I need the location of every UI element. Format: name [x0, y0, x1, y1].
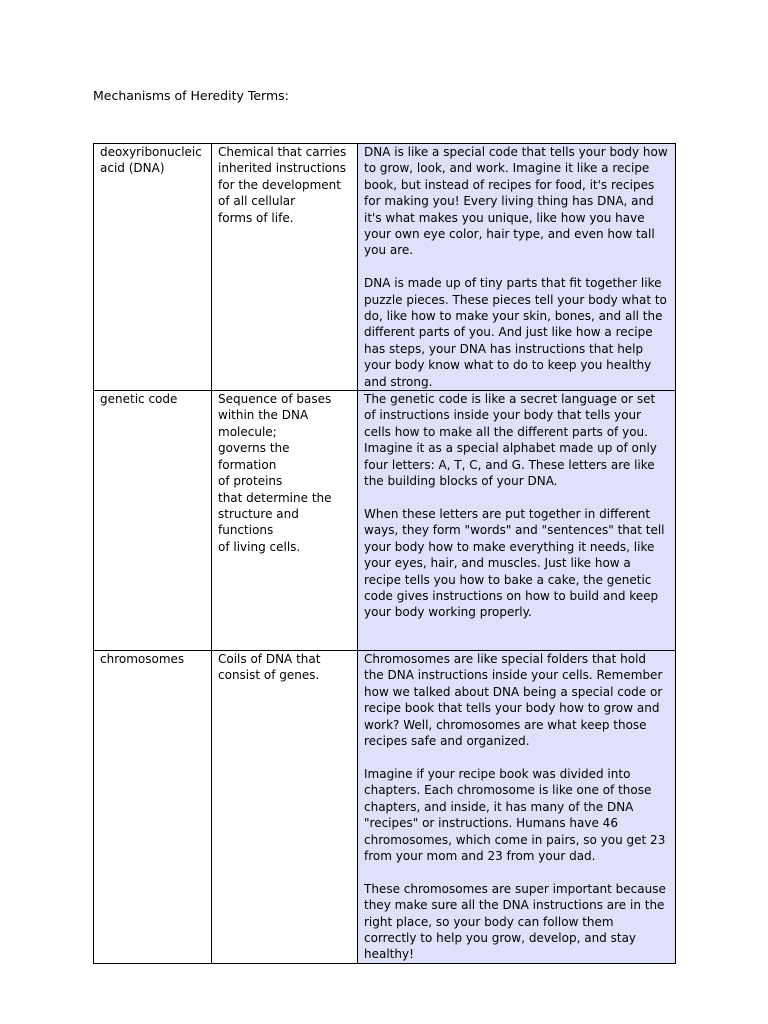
explanation-cell: [358, 391, 676, 651]
definition-cell: Chemical that carries inherited instructions for the development of all cellular forms of life.: [212, 144, 358, 391]
explanation-paragraph: When these letters are put together in different ways, they form "words" and "sentences" that tell your body how to make everything it needs, like your eyes, hair, and muscles. Just like how a recipe tells you how to bake a cake, the genetic code gives instructions on how to build and keep your body working properly.: [364, 506, 665, 620]
definition-cell: Coils of DNA that consist of genes.: [212, 651, 358, 964]
explanation-paragraph: Chromosomes are like special folders that hold the DNA instructions inside your cells. Remember how we talked about DNA being a special code or recipe book that tells your body how to grow and work? Well, chromosomes are what keep those recipes safe and organized.: [364, 652, 663, 749]
term-cell: deoxyribonucleic acid (DNA): [94, 144, 212, 391]
terms-table: [93, 143, 676, 964]
explanation-paragraph: Imagine if your recipe book was divided into chapters. Each chromosome is like one of those chapters, and inside, it has many of the DNA "recipes" or instructions. Humans have 46 chromosomes, which come in pairs, so you get 23 from your mom and 23 from your dad.: [364, 766, 666, 863]
term-cell: genetic code: [94, 391, 212, 651]
table-row: [94, 144, 676, 391]
table-row: [94, 391, 676, 651]
explanation-cell: [358, 144, 676, 391]
table-row: [94, 651, 676, 964]
explanation-paragraph: DNA is like a special code that tells your body how to grow, look, and work. Imagine it like a recipe book, but instead of recipes for food, it's recipes for making you! Every living thing has DNA, and it's what makes you unique, like how you have your own eye color, hair type, and even how tall you are.: [364, 145, 668, 258]
explanation-paragraph: DNA is made up of tiny parts that fit together like puzzle pieces. These pieces tell your body what to do, like how to make your skin, bones, and all the different parts of you. And just like how a recipe has steps, your DNA has instructions that help your body know what to do to keep you healthy and strong.: [364, 276, 667, 389]
definition-cell: Sequence of bases within the DNA molecule; governs the formation of proteins that determine the structure and functions of living cells.: [212, 391, 358, 651]
explanation-paragraph: The genetic code is like a secret language or set of instructions inside your body that tells your cells how to make all the different parts of you. Imagine it as a special alphabet made up of only four letters: A, T, C, and G. These letters are like the building blocks of your DNA.: [364, 392, 657, 489]
page-title: Mechanisms of Heredity Terms:: [93, 88, 289, 103]
explanation-paragraph: These chromosomes are super important because they make sure all the DNA instructions are in the right place, so your body can follow them correctly to help you grow, develop, and stay healthy!: [364, 881, 666, 962]
explanation-cell: [358, 651, 676, 964]
term-cell: chromosomes: [94, 651, 212, 964]
